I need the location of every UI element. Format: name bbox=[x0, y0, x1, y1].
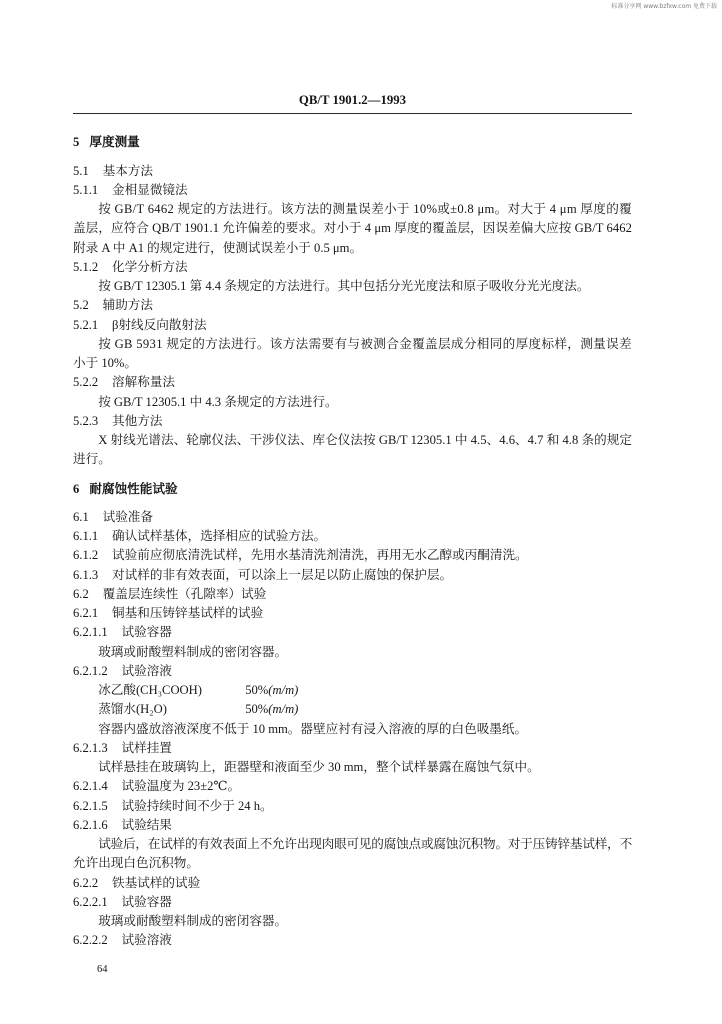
clause-5-heading bbox=[73, 133, 632, 152]
reagent-content: 50% bbox=[245, 683, 269, 698]
clause-6-2-1-6-heading bbox=[73, 816, 632, 835]
reagent-name: 冰乙酸(CH₃COOH) bbox=[98, 683, 202, 698]
clause-number: 6 bbox=[73, 481, 80, 496]
clause-text: 试验温度为 23±2℃。 bbox=[121, 779, 241, 794]
clause-6-2-2-1-heading bbox=[73, 893, 632, 912]
clause-5-2-2-heading bbox=[73, 373, 632, 392]
clause-6-2-heading bbox=[73, 585, 632, 604]
clause-5-2-1-heading bbox=[73, 316, 632, 335]
clause-6-2-1-2-heading bbox=[73, 662, 632, 681]
clause-title: 其他方法 bbox=[112, 413, 163, 428]
document-body bbox=[73, 133, 632, 950]
clause-title: 试验容器 bbox=[121, 625, 172, 640]
clause-number: 6.2.1.5 bbox=[73, 798, 108, 813]
reagent-content: 50% bbox=[245, 702, 269, 717]
clause-number: 6.2.1.6 bbox=[73, 817, 108, 832]
clause-5-1-heading bbox=[73, 162, 632, 181]
content-basis: (m/m) bbox=[268, 702, 299, 717]
clause-text: 试验持续时间不少于 24 h。 bbox=[121, 798, 273, 813]
clause-number: 5.2.2 bbox=[73, 375, 99, 390]
clause-6-1-heading bbox=[73, 508, 632, 527]
paragraph-line: 按 GB/T 12305.1 第 4.4 条规定的方法进行。其中包括分光光度法和原子吸收分光光度法。 bbox=[98, 279, 590, 294]
paragraph-line: 玻璃或耐酸塑料制成的密闭容器。 bbox=[98, 644, 288, 659]
clause-number: 6.2.1.1 bbox=[73, 625, 108, 640]
clause-number: 6.2.1.3 bbox=[73, 740, 108, 755]
clause-title: 试验容器 bbox=[121, 894, 172, 909]
clause-number: 6.1.2 bbox=[73, 548, 99, 563]
clause-number: 5.1.1 bbox=[73, 182, 99, 197]
clause-5-2-3-heading bbox=[73, 412, 632, 431]
paragraph-line: 按 GB/T 6462 规定的方法进行。该方法的测量误差小于 10%或±0.8 μm。对大于 4 μm 厚度的覆 bbox=[98, 202, 632, 217]
clause-title: 基本方法 bbox=[102, 163, 153, 178]
paragraph-line: 盖层，应符合 QB/T 1901.1 允许偏差的要求。对小于 4 μm 厚度的覆盖层，因误差偏大应按 GB/T 6462 bbox=[73, 221, 632, 236]
clause-number: 6.2.1 bbox=[73, 606, 99, 621]
clause-6-1-2-statement bbox=[73, 546, 632, 565]
solution-row bbox=[73, 700, 632, 719]
clause-6-2-2-2-heading bbox=[73, 931, 632, 950]
header-rule bbox=[73, 113, 632, 114]
paragraph-line: 容器内盛放溶液深度不低于 10 mm。器壁应衬有浸入溶液的厚的白色吸墨纸。 bbox=[98, 721, 528, 736]
standard-code-header: QB/T 1901.2—1993 bbox=[298, 93, 407, 107]
clause-number: 5.1.2 bbox=[73, 259, 99, 274]
clause-6-1-3-statement bbox=[73, 566, 632, 585]
clause-number: 6.1.1 bbox=[73, 529, 99, 544]
clause-title: 覆盖层连续性（孔隙率）试验 bbox=[102, 586, 267, 601]
paragraph-line: 按 GB/T 12305.1 中 4.3 条规定的方法进行。 bbox=[98, 394, 338, 409]
clause-title: 试验准备 bbox=[102, 509, 153, 524]
clause-number: 6.2.2.2 bbox=[73, 933, 108, 948]
clause-6-2-2-heading bbox=[73, 874, 632, 893]
clause-title: 溶解称量法 bbox=[112, 375, 176, 390]
paragraph-line: 试样悬挂在玻璃钩上，距器壁和液面至少 30 mm，整个试样暴露在腐蚀气氛中。 bbox=[98, 760, 540, 775]
clause-text: 确认试样基体，选择相应的试验方法。 bbox=[112, 529, 327, 544]
paragraph-line: 小于 10%。 bbox=[73, 356, 138, 371]
clause-6-1-1-statement bbox=[73, 527, 632, 546]
page-number: 64 bbox=[97, 964, 108, 975]
reagent-name: 蒸馏水(H₂O) bbox=[98, 702, 167, 717]
clause-number: 6.2.2 bbox=[73, 875, 99, 890]
clause-title: 化学分析方法 bbox=[112, 259, 188, 274]
clause-6-2-1-3-heading bbox=[73, 739, 632, 758]
clause-5-1-2-heading bbox=[73, 258, 632, 277]
clause-number: 6.2.1.4 bbox=[73, 779, 108, 794]
clause-number: 6.1.3 bbox=[73, 567, 99, 582]
clause-title: 试验结果 bbox=[121, 817, 172, 832]
clause-number: 5.1 bbox=[73, 163, 89, 178]
solution-row bbox=[73, 681, 632, 700]
clause-title: 耐腐蚀性能试验 bbox=[89, 481, 178, 496]
clause-5-1-1-heading bbox=[73, 181, 632, 200]
clause-number: 5 bbox=[73, 135, 80, 150]
clause-number: 6.2.1.2 bbox=[73, 663, 108, 678]
clause-5-2-heading bbox=[73, 296, 632, 315]
paragraph-line: 玻璃或耐酸塑料制成的密闭容器。 bbox=[98, 914, 288, 929]
clause-number: 6.1 bbox=[73, 509, 89, 524]
source-watermark: 标准分享网 www.bzfxw.com 免费下载 bbox=[611, 3, 717, 10]
clause-text: 对试样的非有效表面，可以涂上一层足以防止腐蚀的保护层。 bbox=[112, 567, 453, 582]
clause-6-2-1-5-statement bbox=[73, 797, 632, 816]
content-basis: (m/m) bbox=[268, 683, 299, 698]
clause-number: 5.2.3 bbox=[73, 413, 99, 428]
clause-number: 5.2.1 bbox=[73, 317, 99, 332]
clause-6-2-1-4-statement bbox=[73, 777, 632, 796]
paragraph-line: 试验后，在试样的有效表面上不允许出现肉眼可见的腐蚀点或腐蚀沉积物。对于压铸锌基试样，不 bbox=[98, 837, 633, 852]
clause-text: 试验前应彻底清洗试样，先用水基清洗剂清洗，再用无水乙醇或丙酮清洗。 bbox=[112, 548, 528, 563]
clause-6-2-1-1-heading bbox=[73, 623, 632, 642]
clause-6-heading bbox=[73, 480, 632, 499]
paragraph-line: 按 GB 5931 规定的方法进行。该方法需要有与被测合金覆盖层成分相同的厚度标样，测量误差 bbox=[98, 336, 632, 351]
clause-title: 辅助方法 bbox=[102, 298, 153, 313]
clause-6-2-1-heading bbox=[73, 604, 632, 623]
clause-number: 6.2.2.1 bbox=[73, 894, 108, 909]
paragraph-line: X 射线光谱法、轮廓仪法、干涉仪法、库仑仪法按 GB/T 12305.1 中 4.5、4.6、4.7 和 4.8 条的规定 bbox=[98, 433, 632, 448]
clause-title: 铁基试样的试验 bbox=[112, 875, 201, 890]
paragraph-line: 附录 A 中 A1 的规定进行，使测试误差小于 0.5 μm。 bbox=[73, 240, 363, 255]
paragraph-line: 允许出现白色沉积物。 bbox=[73, 856, 199, 871]
clause-title: 试验溶液 bbox=[121, 663, 172, 678]
clause-title: 厚度测量 bbox=[89, 135, 140, 150]
clause-title: 试验溶液 bbox=[121, 933, 172, 948]
clause-number: 5.2 bbox=[73, 298, 89, 313]
clause-title: 试样挂置 bbox=[121, 740, 172, 755]
clause-title: 金相显微镜法 bbox=[112, 182, 188, 197]
clause-number: 6.2 bbox=[73, 586, 89, 601]
clause-title: β射线反向散射法 bbox=[112, 317, 207, 332]
paragraph-line: 进行。 bbox=[73, 452, 111, 467]
clause-title: 铜基和压铸锌基试样的试验 bbox=[112, 606, 264, 621]
